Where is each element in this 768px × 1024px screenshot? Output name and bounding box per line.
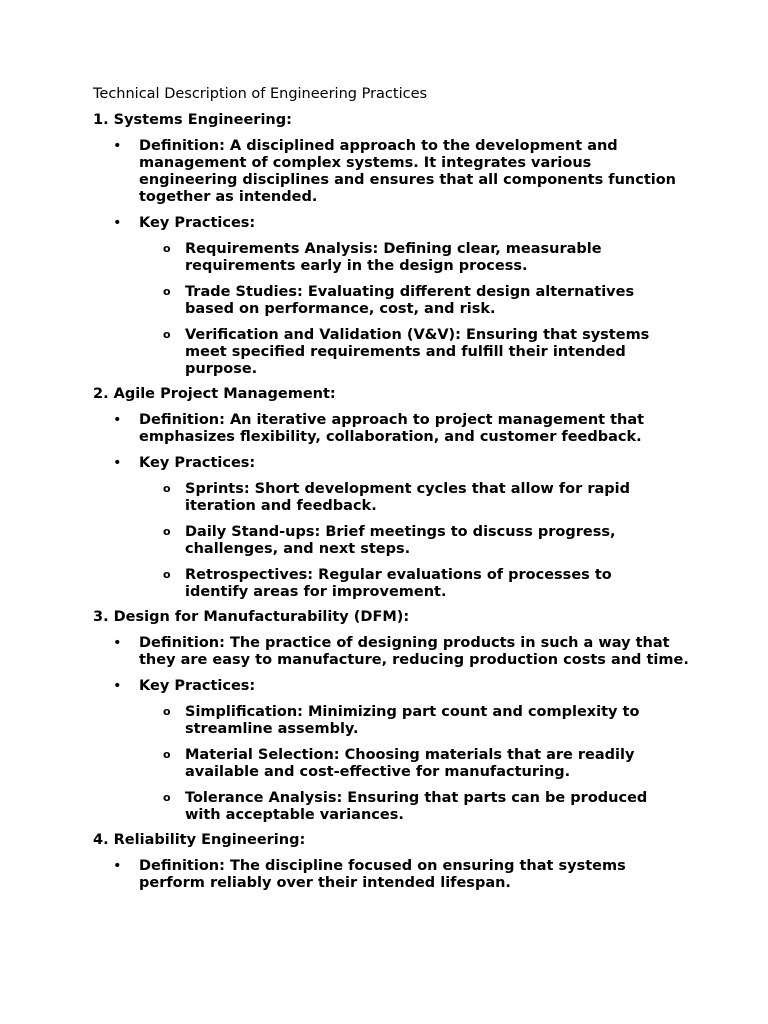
bullet-marker: •: [113, 678, 122, 694]
section-heading: 2. Agile Project Management:: [93, 386, 336, 402]
sub-list-item: [139, 567, 670, 601]
sub-list-item: [139, 790, 670, 824]
bullet-item: [93, 678, 693, 824]
sub-list-item: [139, 481, 670, 515]
bullet-text: Definition: A disciplined approach to the development and management of complex systems. It integrates various engineering disciplines and ensures that all components function together as intended.: [139, 138, 677, 205]
sub-list: [139, 241, 693, 378]
sub-bullet-marker: o: [163, 285, 171, 298]
sub-list: [139, 481, 693, 601]
sub-item-text: Simplification: Minimizing part count and complexity to streamline assembly.: [185, 704, 640, 737]
bullet-text: Definition: The practice of designing products in such a way that they are easy to manufacture, reducing production costs and time.: [139, 635, 689, 668]
bullet-marker: •: [113, 412, 122, 428]
document-body: [93, 86, 693, 901]
sub-item-text: Tolerance Analysis: Ensuring that parts can be produced with acceptable variances.: [185, 790, 648, 823]
bullet-marker: •: [113, 138, 122, 154]
sub-list-item: [139, 327, 670, 378]
sub-bullet-marker: o: [163, 791, 171, 804]
sub-bullet-marker: o: [163, 482, 171, 495]
sub-item-text: Requirements Analysis: Defining clear, measurable requirements early in the design process.: [185, 241, 602, 274]
sub-item-text: Retrospectives: Regular evaluations of processes to identify areas for improvement.: [185, 567, 612, 600]
sub-item-text: Sprints: Short development cycles that allow for rapid iteration and feedback.: [185, 481, 630, 514]
sub-list: [139, 704, 693, 824]
bullet-marker: •: [113, 215, 122, 231]
sub-bullet-marker: o: [163, 328, 171, 341]
section-2: [93, 386, 693, 601]
sub-list-item: [139, 747, 670, 781]
bullet-item: [93, 138, 693, 206]
section-heading: 3. Design for Manufacturability (DFM):: [93, 609, 410, 625]
sub-list-item: [139, 284, 670, 318]
sub-list-item: [139, 524, 670, 558]
bullet-marker: •: [113, 635, 122, 651]
sub-item-text: Verification and Validation (V&V): Ensuring that systems meet specified requirements and fulfill their intended purpose.: [185, 327, 650, 377]
bullet-text: Definition: An iterative approach to project management that emphasizes flexibility, collaboration, and customer feedback.: [139, 412, 645, 445]
bullet-item: [93, 455, 693, 601]
section-3: [93, 609, 693, 824]
bullet-item: [93, 215, 693, 378]
sub-bullet-marker: o: [163, 242, 171, 255]
bullet-text: Key Practices:: [139, 215, 256, 231]
sub-bullet-marker: o: [163, 748, 171, 761]
bullet-text: Key Practices:: [139, 455, 256, 471]
sub-item-text: Material Selection: Choosing materials that are readily available and cost-effective for manufacturing.: [185, 747, 635, 780]
sub-list-item: [139, 704, 670, 738]
section-heading: 1. Systems Engineering:: [93, 112, 292, 128]
bullet-item: [93, 858, 693, 892]
section-4: [93, 832, 693, 892]
sub-list-item: [139, 241, 670, 275]
section-1: [93, 112, 693, 378]
bullet-text: Definition: The discipline focused on ensuring that systems perform reliably over their intended lifespan.: [139, 858, 626, 891]
section-list: [93, 112, 693, 892]
bullet-item: [93, 635, 693, 669]
sub-item-text: Daily Stand-ups: Brief meetings to discuss progress, challenges, and next steps.: [185, 524, 616, 557]
bullet-marker: •: [113, 455, 122, 471]
bullet-text: Key Practices:: [139, 678, 256, 694]
document-title: Technical Description of Engineering Practices: [93, 86, 428, 102]
section-heading: 4. Reliability Engineering:: [93, 832, 306, 848]
bullet-marker: •: [113, 858, 122, 874]
sub-bullet-marker: o: [163, 568, 171, 581]
sub-bullet-marker: o: [163, 525, 171, 538]
sub-item-text: Trade Studies: Evaluating different design alternatives based on performance, cost, and risk.: [185, 284, 635, 317]
bullet-item: [93, 412, 693, 446]
sub-bullet-marker: o: [163, 705, 171, 718]
